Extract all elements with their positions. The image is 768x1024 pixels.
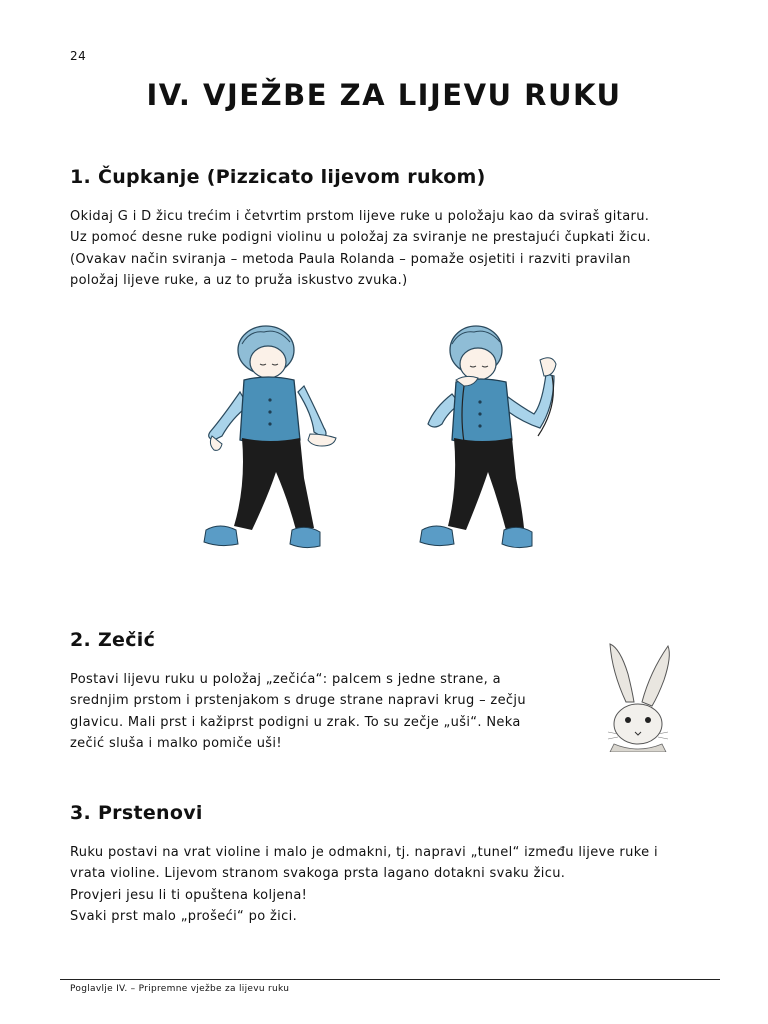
rabbit-illustration — [598, 640, 678, 752]
child-pizzicato-illustration-left — [196, 320, 344, 556]
paragraph-line: vrata violine. Lijevom stranom svakoga prsta lagano dotakni svaku žicu. — [70, 866, 566, 882]
paragraph-line: glavicu. Mali prst i kažiprst podigni u zrak. To su zečje „uši“. Neka — [70, 714, 521, 730]
paragraph-line: (Ovakav način sviranja – metoda Paula Rolanda – pomaže osjetiti i razviti pravilan — [70, 251, 631, 267]
paragraph-line: srednjim prstom i prstenjakom s druge strane napravi krug – zečju — [70, 693, 526, 709]
section-2-paragraph — [70, 669, 526, 754]
paragraph-line: Svaki prst malo „prošeći“ po žici. — [70, 908, 298, 924]
paragraph-line: Okidaj G i D žicu trećim i četvrtim prstom lijeve ruke u položaju kao da sviraš gitaru. — [70, 209, 650, 224]
chapter-title: IV. VJEŽBE ZA LIJEVU RUKU — [146, 78, 622, 112]
footer-text: Poglavlje IV. – Pripremne vježbe za lijevu ruku — [70, 984, 290, 994]
section-3-heading: 3. Prstenovi — [70, 802, 203, 824]
paragraph-line: Uz pomoć desne ruke podigni violinu u položaj za sviranje ne prestajući čupkati žicu. — [70, 230, 651, 246]
paragraph-line: Postavi lijevu ruku u položaj „zečića“: palcem s jedne strane, a — [70, 672, 501, 687]
section-2-heading: 2. Zečić — [70, 629, 156, 651]
page-number: 24 — [70, 49, 87, 63]
section-3-paragraph — [70, 842, 658, 927]
paragraph-line: Ruku postavi na vrat violine i malo je odmakni, tj. napravi „tunel“ između lijeve ruke i — [70, 845, 658, 860]
paragraph-line: položaj lijeve ruke, a uz to pruža iskustvo zvuka.) — [70, 272, 408, 288]
section-1-paragraph — [70, 206, 651, 291]
footer-divider — [60, 979, 720, 980]
paragraph-line: zečić sluša i malko pomiče uši! — [70, 735, 282, 751]
paragraph-line: Provjeri jesu li ti opuštena koljena! — [70, 887, 308, 903]
child-pizzicato-illustration-right — [416, 320, 566, 556]
section-1-heading: 1. Čupkanje (Pizzicato lijevom rukom) — [70, 166, 486, 188]
